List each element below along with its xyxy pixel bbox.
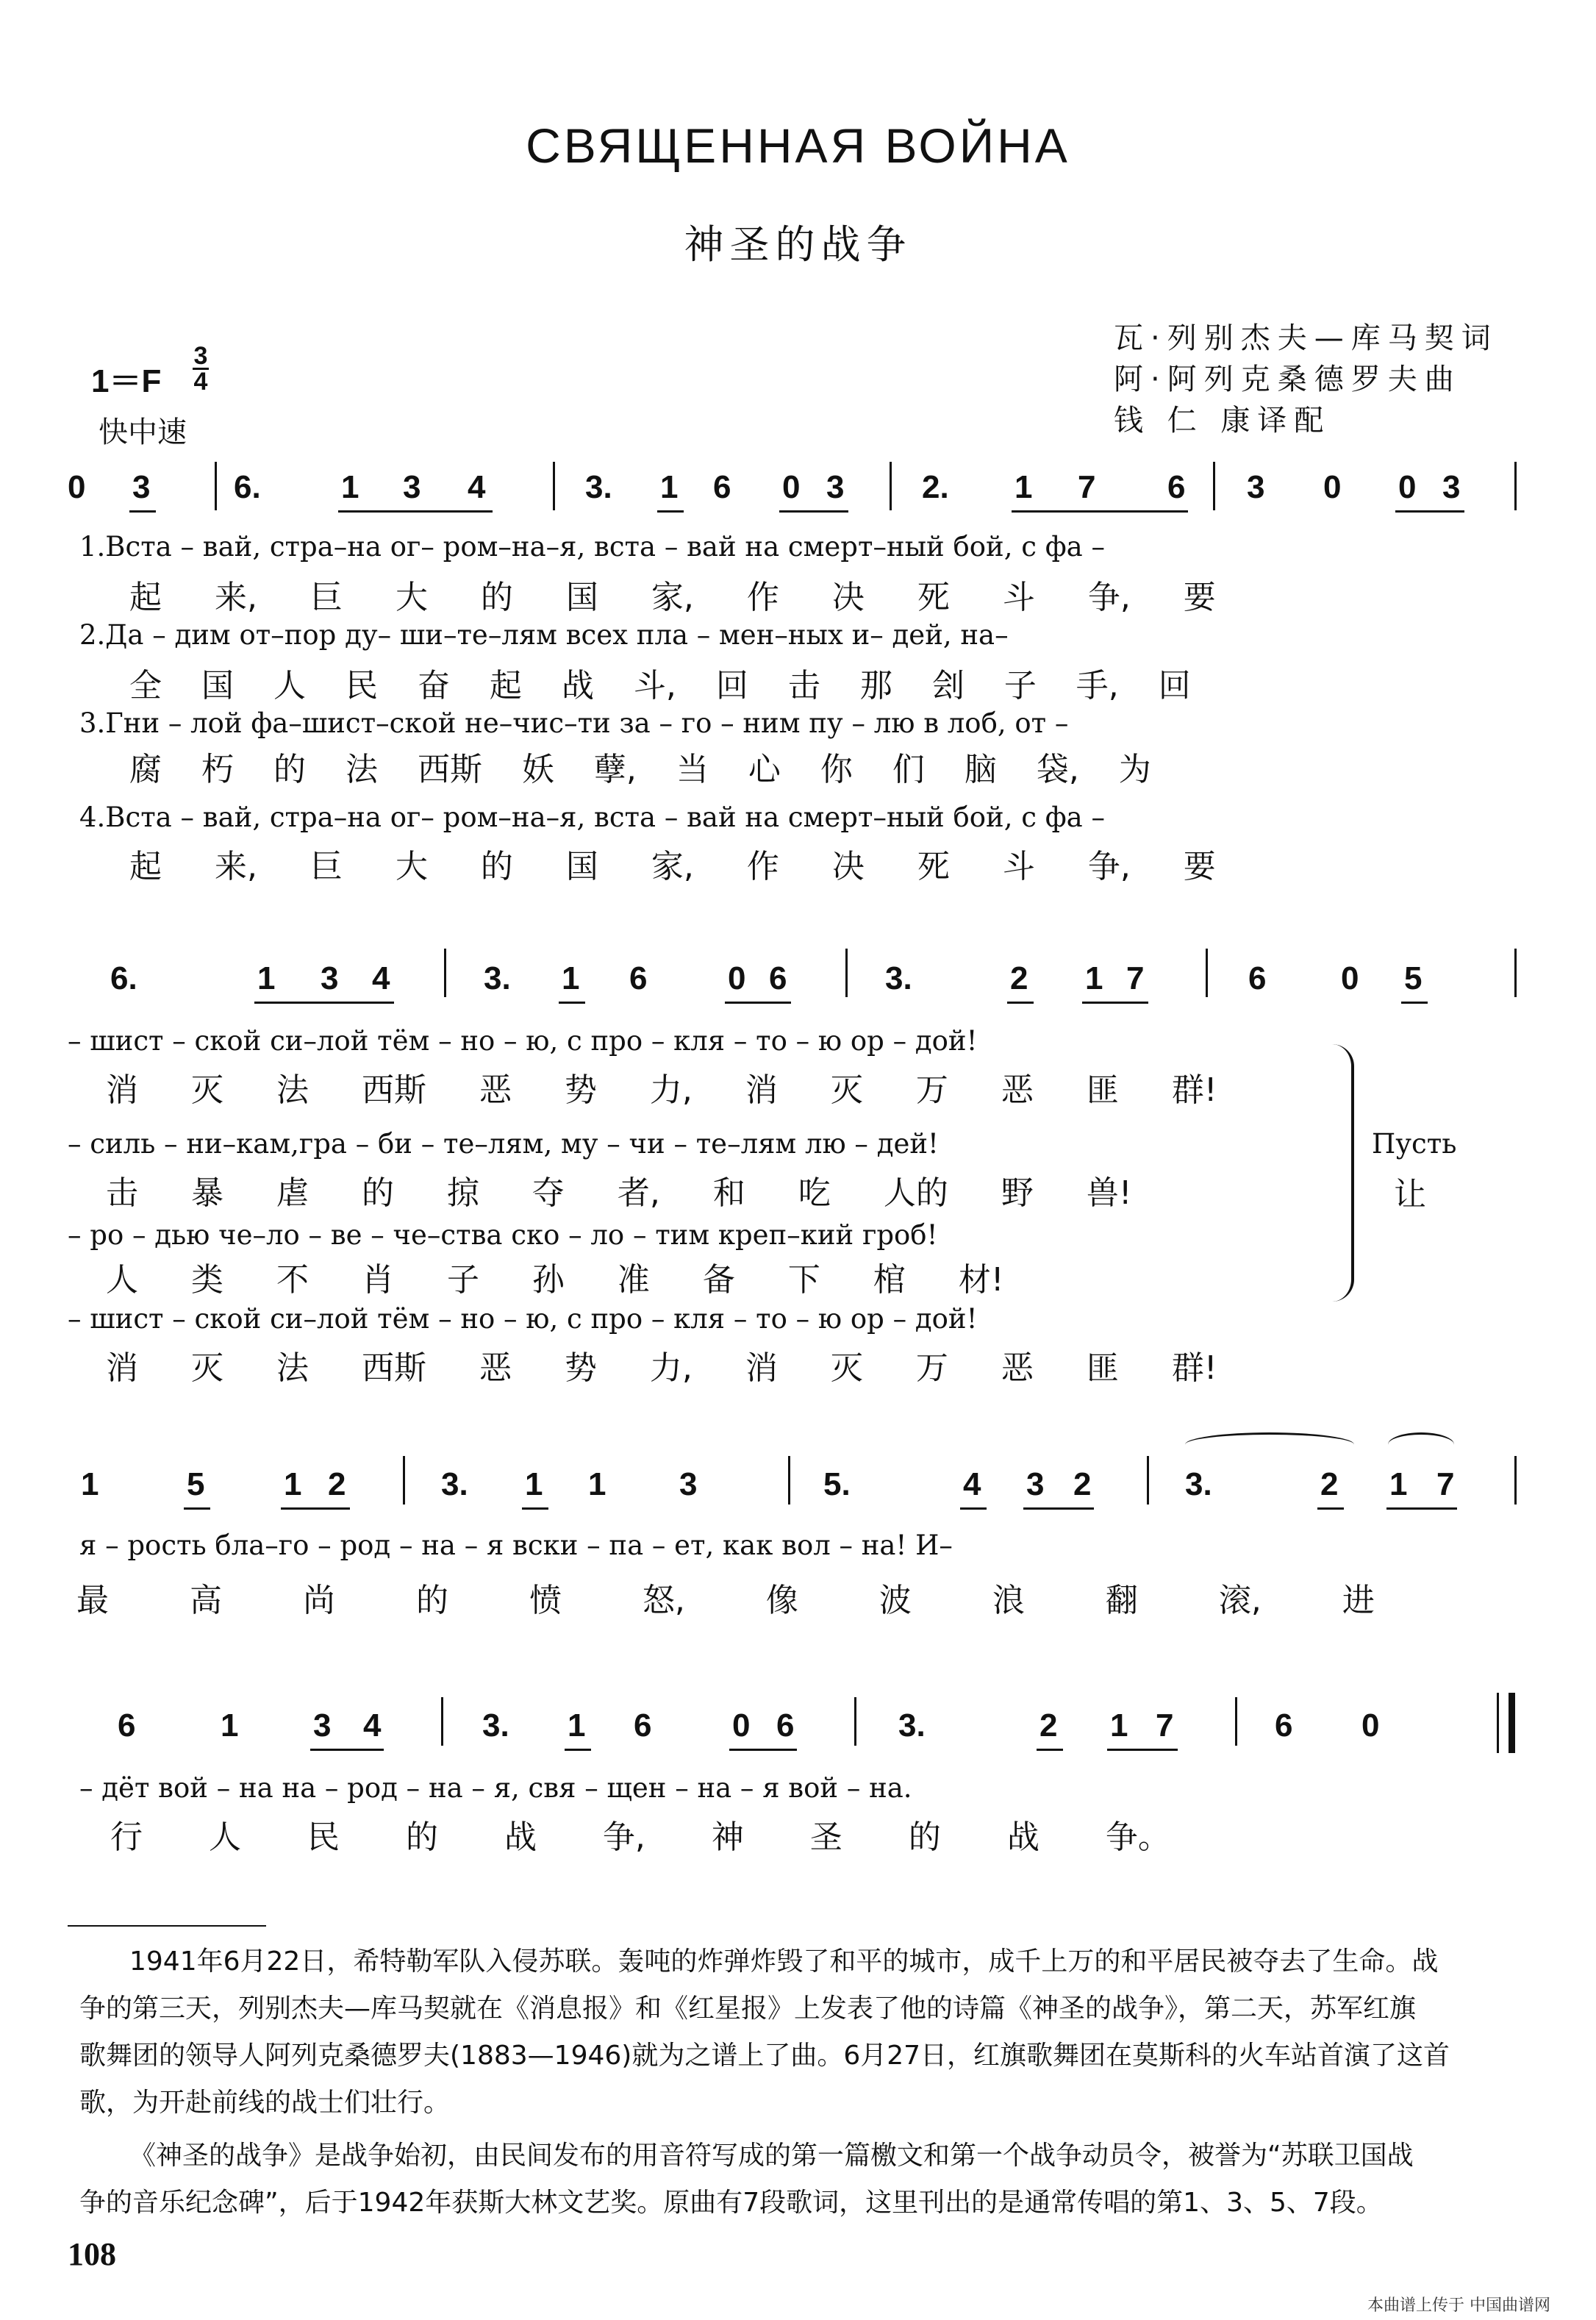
underline	[725, 1002, 791, 1004]
note: 1	[81, 1466, 99, 1502]
barline	[1514, 1456, 1517, 1505]
note: 3.	[1185, 1466, 1212, 1502]
barline	[215, 462, 217, 510]
lyric-zh-verse-4: 起 来, 巨 大 的 国 家, 作 决 死 斗 争, 要	[129, 848, 1216, 885]
note: 6	[118, 1707, 136, 1743]
note: 1	[341, 469, 359, 505]
time-denominator: 4	[193, 368, 208, 396]
note: 6.	[110, 960, 137, 996]
tempo-marking: 快中速	[99, 415, 187, 449]
note: 1	[588, 1466, 606, 1502]
song-subtitle: 神圣的战争	[684, 221, 912, 268]
note: 7	[1156, 1707, 1174, 1743]
note: 0	[1361, 1707, 1380, 1743]
lyric-ru-verse-1: 1.Вста – вай, стра–на ог– ром–на–я, вста – вай на смерт–ный бой, с фа –	[79, 531, 1105, 563]
underline	[565, 1749, 591, 1751]
underline	[779, 510, 848, 513]
barline	[788, 1456, 790, 1505]
note: 0	[68, 469, 86, 505]
watermark: 本曲谱上传于 中国曲谱网	[1367, 2296, 1550, 2315]
note: 4	[363, 1707, 382, 1743]
note: 0	[782, 469, 801, 505]
underline	[1386, 1507, 1457, 1510]
final-barline-thick	[1509, 1693, 1515, 1753]
tie-arc	[1388, 1432, 1454, 1457]
footnote-line: 1941年6月22日，希特勒军队入侵苏联。轰吨的炸弹炸毁了和平的城市，成千上万的和平居民被夺去了生命。战	[129, 1946, 1439, 1977]
side-zh-word: 让	[1394, 1176, 1426, 1213]
underline	[310, 1749, 384, 1751]
note: 1	[1085, 960, 1103, 996]
note: 3.	[885, 960, 912, 996]
barline	[1206, 949, 1208, 997]
note: 3.	[484, 960, 511, 996]
lyric-zh: 最 高 尚 的 愤 怒, 像 波 浪 翻 滚, 进	[76, 1582, 1375, 1619]
lyric-ru-verse-4: 4.Вста – вай, стра–на ог– ром–на–я, вста – вай на смерт–ный бой, с фа –	[79, 802, 1105, 833]
note: 6	[713, 469, 731, 505]
note: 1	[257, 960, 276, 996]
key-signature: 1＝F	[91, 363, 162, 399]
note: 2	[328, 1466, 346, 1502]
barline	[1147, 1456, 1149, 1505]
note: 2.	[922, 469, 949, 505]
underline	[184, 1507, 210, 1510]
lyric-zh-verse-2: 全 国 人 民 奋 起 战 斗, 回 击 那 刽 子 手, 回	[129, 667, 1191, 704]
underline	[729, 1749, 797, 1751]
note: 1	[525, 1466, 543, 1502]
footnote-line: 歌，为开赴前线的战士们壮行。	[79, 2088, 451, 2118]
note: 3	[1026, 1466, 1045, 1502]
note: 3	[679, 1466, 698, 1502]
note: 3	[1247, 469, 1265, 505]
note: 5.	[823, 1466, 851, 1502]
underline	[1395, 510, 1464, 513]
footnote-line: 歌舞团的领导人阿列克桑德罗夫(1883—1946)就为之谱上了曲。6月27日，红旗歌舞团在莫斯科的火车站首演了这首	[79, 2041, 1450, 2071]
lyric-ru-verse-3: 3.Гни – лой фа–шист–ской не–чис–ти за – го – ним пу – лю в лоб, от –	[79, 707, 1069, 739]
barline	[553, 462, 555, 510]
note: 6	[634, 1707, 652, 1743]
note: 0	[732, 1707, 751, 1743]
barline	[1514, 462, 1517, 510]
note: 3	[313, 1707, 332, 1743]
lyric-zh-verse-4: 消 灭 法 西斯 恶 势 力, 消 灭 万 恶 匪 群!	[106, 1349, 1217, 1387]
footnote-line: 争的第三天，列别杰夫—库马契就在《消息报》和《红星报》上发表了他的诗篇《神圣的战争》，第二天，苏军红旗	[79, 1994, 1417, 2024]
barline	[1514, 949, 1517, 997]
verse-bracket	[1332, 1044, 1354, 1302]
underline	[129, 510, 156, 513]
note: 4	[468, 469, 486, 505]
note: 6	[1248, 960, 1267, 996]
underline	[1107, 1749, 1178, 1751]
note: 1	[568, 1707, 586, 1743]
note: 4	[372, 960, 390, 996]
underline	[1082, 1002, 1148, 1004]
barline	[890, 462, 892, 510]
note: 3	[1442, 469, 1461, 505]
time-numerator: 3	[193, 342, 208, 370]
underline	[338, 510, 493, 513]
note: 5	[1404, 960, 1423, 996]
final-barline-thin	[1497, 1693, 1499, 1753]
barline	[845, 949, 848, 997]
lyric-ru-verse-1: – шист – ской си–лой тём – но – ю, с про – кля – то – ю ор – дой!	[68, 1025, 978, 1057]
lyric-zh-verse-3: 腐 朽 的 法 西斯 妖 孽, 当 心 你 们 脑 袋, 为	[129, 751, 1151, 788]
note: 6	[769, 960, 787, 996]
underline	[1317, 1507, 1344, 1510]
note: 5	[187, 1466, 205, 1502]
note: 6.	[234, 469, 261, 505]
barline	[854, 1697, 856, 1746]
lyric-zh-verse-3: 人 类 不 肖 子 孙 准 备 下 棺 材!	[106, 1261, 1004, 1299]
note: 3.	[441, 1466, 468, 1502]
underline	[522, 1507, 548, 1510]
side-ru-word: Пусть	[1372, 1128, 1457, 1160]
page-number: 108	[68, 2236, 116, 2272]
note: 3	[132, 469, 151, 505]
footnote-line: 争的音乐纪念碑”，后于1942年获斯大林文艺奖。原曲有7段歌词，这里刊出的是通常传唱的第1、3、5、7段。	[79, 2188, 1383, 2218]
note: 4	[963, 1466, 981, 1502]
note: 3	[826, 469, 845, 505]
note: 0	[1323, 469, 1342, 505]
note: 6	[1167, 469, 1186, 505]
underline	[1037, 1749, 1063, 1751]
footnote-rule	[68, 1925, 266, 1927]
underline	[960, 1507, 987, 1510]
underline	[254, 1002, 394, 1004]
composer-credit: 阿·阿列克桑德罗夫曲	[1114, 363, 1461, 396]
lyric-ru-verse-2: 2.Да – дим от–пор ду– ши–те–лям всех пла – мен–ных и– дей, на–	[79, 619, 1009, 651]
underline	[1007, 1002, 1034, 1004]
lyric-ru: я – рость бла–го – род – на – я вски – па – ет, как вол – на! И–	[79, 1530, 953, 1561]
lyricist-credit: 瓦·列别杰夫—库马契词	[1114, 321, 1498, 355]
note: 1	[660, 469, 679, 505]
note: 1	[284, 1466, 302, 1502]
barline	[1235, 1697, 1237, 1746]
note: 1	[1110, 1707, 1128, 1743]
note: 2	[1073, 1466, 1092, 1502]
barline	[441, 1697, 443, 1746]
note: 2	[1320, 1466, 1339, 1502]
note: 3.	[482, 1707, 509, 1743]
underline	[1012, 510, 1188, 513]
lyric-ru-verse-4: – шист – ской си–лой тём – но – ю, с про – кля – то – ю ор – дой!	[68, 1303, 978, 1335]
note: 2	[1039, 1707, 1058, 1743]
footnote-line: 《神圣的战争》是战争始初，由民间发布的用音符写成的第一篇檄文和第一个战争动员令，被誉为“苏联卫国战	[129, 2141, 1414, 2171]
note: 7	[1436, 1466, 1455, 1502]
lyric-zh-verse-1: 消 灭 法 西斯 恶 势 力, 消 灭 万 恶 匪 群!	[106, 1071, 1217, 1109]
underline	[1401, 1002, 1428, 1004]
note: 3	[403, 469, 421, 505]
note: 0	[1398, 469, 1417, 505]
note: 6	[1275, 1707, 1293, 1743]
lyric-ru: – дёт вой – на на – род – на – я, свя – щен – на – я вой – на.	[79, 1772, 912, 1804]
barline	[444, 949, 446, 997]
translator-credit: 钱 仁 康译配	[1114, 404, 1331, 438]
note: 3	[321, 960, 339, 996]
note: 1	[1015, 469, 1033, 505]
underline	[559, 1002, 585, 1004]
note: 7	[1126, 960, 1145, 996]
note: 6	[629, 960, 648, 996]
lyric-ru-verse-3: – ро – дью че–ло – ве – че–ства ско – ло – тим креп–кий гроб!	[68, 1219, 938, 1251]
note: 3.	[898, 1707, 926, 1743]
lyric-ru-verse-2: – силь – ни–кам,гра – би – те–лям, му – чи – те–лям лю – дей!	[68, 1128, 939, 1160]
underline	[657, 510, 684, 513]
note: 1	[1389, 1466, 1408, 1502]
barline	[403, 1456, 405, 1505]
tie-arc	[1185, 1432, 1354, 1457]
note: 6	[776, 1707, 795, 1743]
note: 2	[1010, 960, 1028, 996]
note: 7	[1078, 469, 1096, 505]
note: 3.	[585, 469, 612, 505]
note: 0	[728, 960, 746, 996]
underline	[281, 1507, 350, 1510]
barline	[1213, 462, 1215, 510]
note: 1	[221, 1707, 239, 1743]
underline	[1023, 1507, 1094, 1510]
lyric-zh-verse-2: 击 暴 虐 的 掠 夺 者, 和 吃 人的 野 兽!	[106, 1174, 1132, 1212]
lyric-zh: 行 人 民 的 战 争, 神 圣 的 战 争。	[110, 1818, 1170, 1856]
note: 0	[1341, 960, 1359, 996]
time-signature	[193, 342, 209, 396]
song-title: СВЯЩЕННАЯ ВОЙНА	[526, 118, 1070, 173]
note: 1	[562, 960, 580, 996]
lyric-zh-verse-1: 起 来, 巨 大 的 国 家, 作 决 死 斗 争, 要	[129, 579, 1216, 616]
